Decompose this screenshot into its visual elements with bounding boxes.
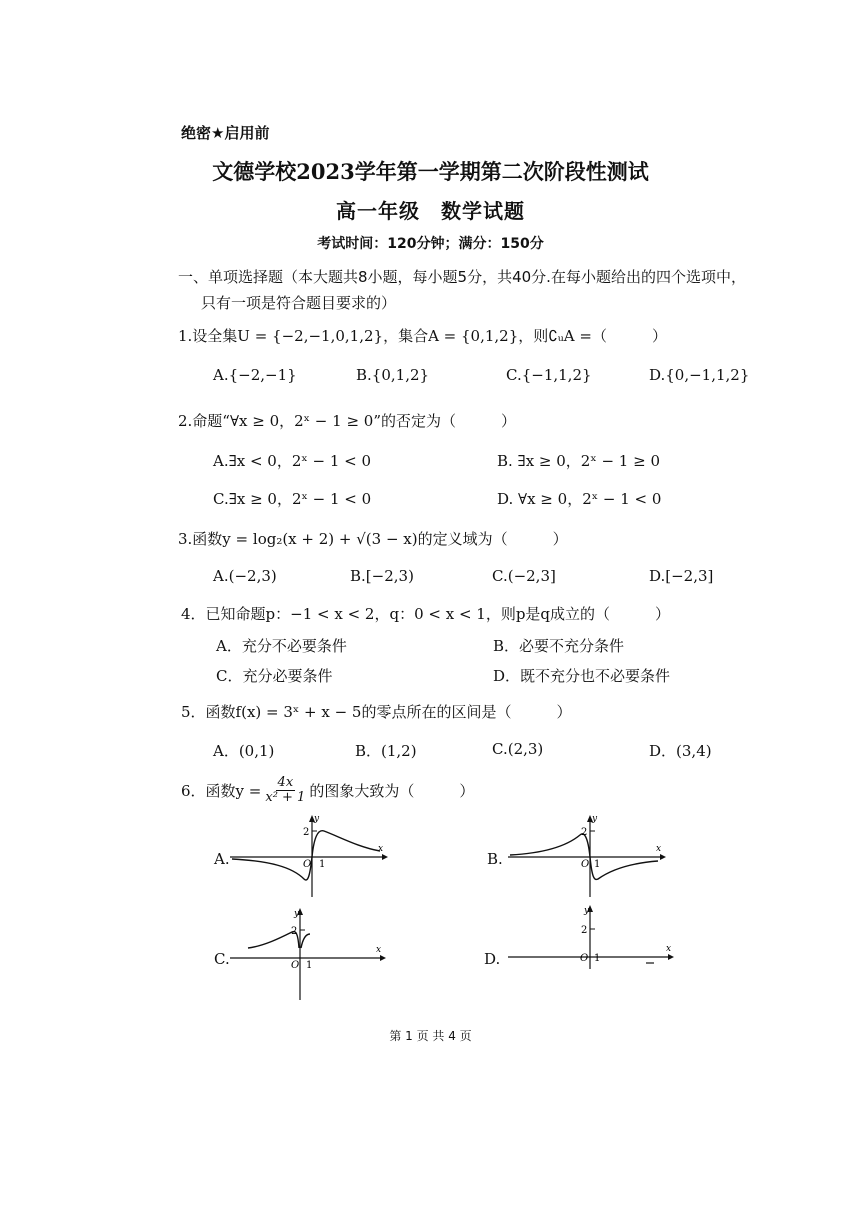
graph-a-tick-2: 2 xyxy=(303,827,310,838)
graph-c-origin: O xyxy=(291,960,300,971)
graph-a-tick-1: 1 xyxy=(319,859,326,870)
confidential-label: 绝密★启用前 xyxy=(181,124,270,142)
q6-option-c: C. xyxy=(214,950,230,968)
q6-option-b: B. xyxy=(487,850,503,868)
graph-d-origin: O xyxy=(580,953,589,964)
q6-stem-suffix: 的图象大致为（ ） xyxy=(309,782,475,800)
graph-b-origin: O xyxy=(581,859,590,870)
graph-d-tick-1: 1 xyxy=(594,953,601,964)
graph-d-x-label: x xyxy=(666,944,672,954)
graph-c-x-label: x xyxy=(376,945,382,955)
graph-b-y-label: y xyxy=(592,814,598,824)
graph-option-c xyxy=(230,908,390,1003)
graph-c-tick-1: 1 xyxy=(306,960,313,971)
q5-option-d: D．(3,4) xyxy=(649,742,712,760)
graph-option-b xyxy=(508,815,668,900)
q6-option-d: D. xyxy=(484,950,501,968)
q4-option-d: D．既不充分也不必要条件 xyxy=(493,667,671,685)
question-2-stem: 2.命题“∀x ≥ 0，2ˣ − 1 ≥ 0”的否定为（ ） xyxy=(178,412,517,430)
q6-option-a: A. xyxy=(214,850,230,868)
q4-option-a: A．充分不必要条件 xyxy=(216,637,347,655)
graph-c-tick-2: 2 xyxy=(291,926,298,937)
q3-option-c: C.(−2,3] xyxy=(492,567,556,585)
q4-option-b: B．必要不充分条件 xyxy=(493,637,625,655)
graph-b-tick-1: 1 xyxy=(594,859,601,870)
question-6-stem xyxy=(181,776,474,805)
q3-option-d: D.[−2,3] xyxy=(649,567,714,585)
q5-option-b: B．(1,2) xyxy=(355,742,417,760)
section-heading-cont: 只有一项是符合题目要求的） xyxy=(201,294,397,312)
graph-option-a xyxy=(230,815,390,900)
graph-b-tick-2: 2 xyxy=(581,827,588,838)
exam-title: 文德学校2023学年第一学期第二次阶段性测试 xyxy=(212,159,649,184)
graph-a-y-label: y xyxy=(314,814,320,824)
graph-d-y-label: y xyxy=(584,906,590,916)
q3-option-a: A.(−2,3) xyxy=(213,567,277,585)
q3-option-b: B.[−2,3) xyxy=(350,567,414,585)
section-heading: 一、单项选择题（本大题共8小题，每小题5分，共40分.在每小题给出的四个选项中， xyxy=(178,268,746,286)
q6-fraction-numerator: 4x xyxy=(277,775,294,790)
q1-option-b: B.{0,1,2} xyxy=(356,366,430,384)
q5-option-a: A．(0,1) xyxy=(213,742,275,760)
page-footer: 第 1 页 共 4 页 xyxy=(389,1029,472,1043)
q2-option-a: A.∃x < 0，2ˣ − 1 < 0 xyxy=(213,452,372,470)
q6-stem-prefix: 6．函数y = xyxy=(181,782,262,800)
q2-option-b: B. ∃x ≥ 0，2ˣ − 1 ≥ 0 xyxy=(497,452,661,470)
q5-option-c: C.(2,3) xyxy=(492,740,544,758)
q6-fraction xyxy=(263,776,307,805)
graph-a-origin: O xyxy=(303,859,312,870)
q4-option-c: C．充分必要条件 xyxy=(216,667,333,685)
question-1-stem: 1.设全集U = {−2,−1,0,1,2}，集合A = {0,1,2}，则∁ᵤA =（ ） xyxy=(178,327,667,345)
graph-d-tick-2: 2 xyxy=(581,925,588,936)
question-5-stem: 5．函数f(x) = 3ˣ + x − 5的零点所在的区间是（ ） xyxy=(181,703,572,721)
exam-info: 考试时间：120分钟；满分：150分 xyxy=(317,236,544,252)
question-4-stem: 4．已知命题p：−1 < x < 2，q：0 < x < 1，则p是q成立的（ ） xyxy=(181,605,671,623)
q6-fraction-denominator: x² + 1 xyxy=(265,790,306,805)
exam-subtitle: 高一年级 数学试题 xyxy=(336,199,525,223)
question-3-stem: 3.函数y = log₂(x + 2) + √(3 − x)的定义域为（ ） xyxy=(178,530,568,548)
graph-option-d xyxy=(508,905,678,975)
graph-c-y-label: y xyxy=(294,909,300,919)
q2-option-c: C.∃x ≥ 0，2ˣ − 1 < 0 xyxy=(213,490,372,508)
graph-b-x-label: x xyxy=(656,844,662,854)
q2-option-d: D. ∀x ≥ 0，2ˣ − 1 < 0 xyxy=(497,490,662,508)
q1-option-d: D.{0,−1,1,2} xyxy=(649,366,750,384)
graph-a-x-label: x xyxy=(378,844,384,854)
q1-option-c: C.{−1,1,2} xyxy=(506,366,592,384)
q1-option-a: A.{−2,−1} xyxy=(213,366,297,384)
